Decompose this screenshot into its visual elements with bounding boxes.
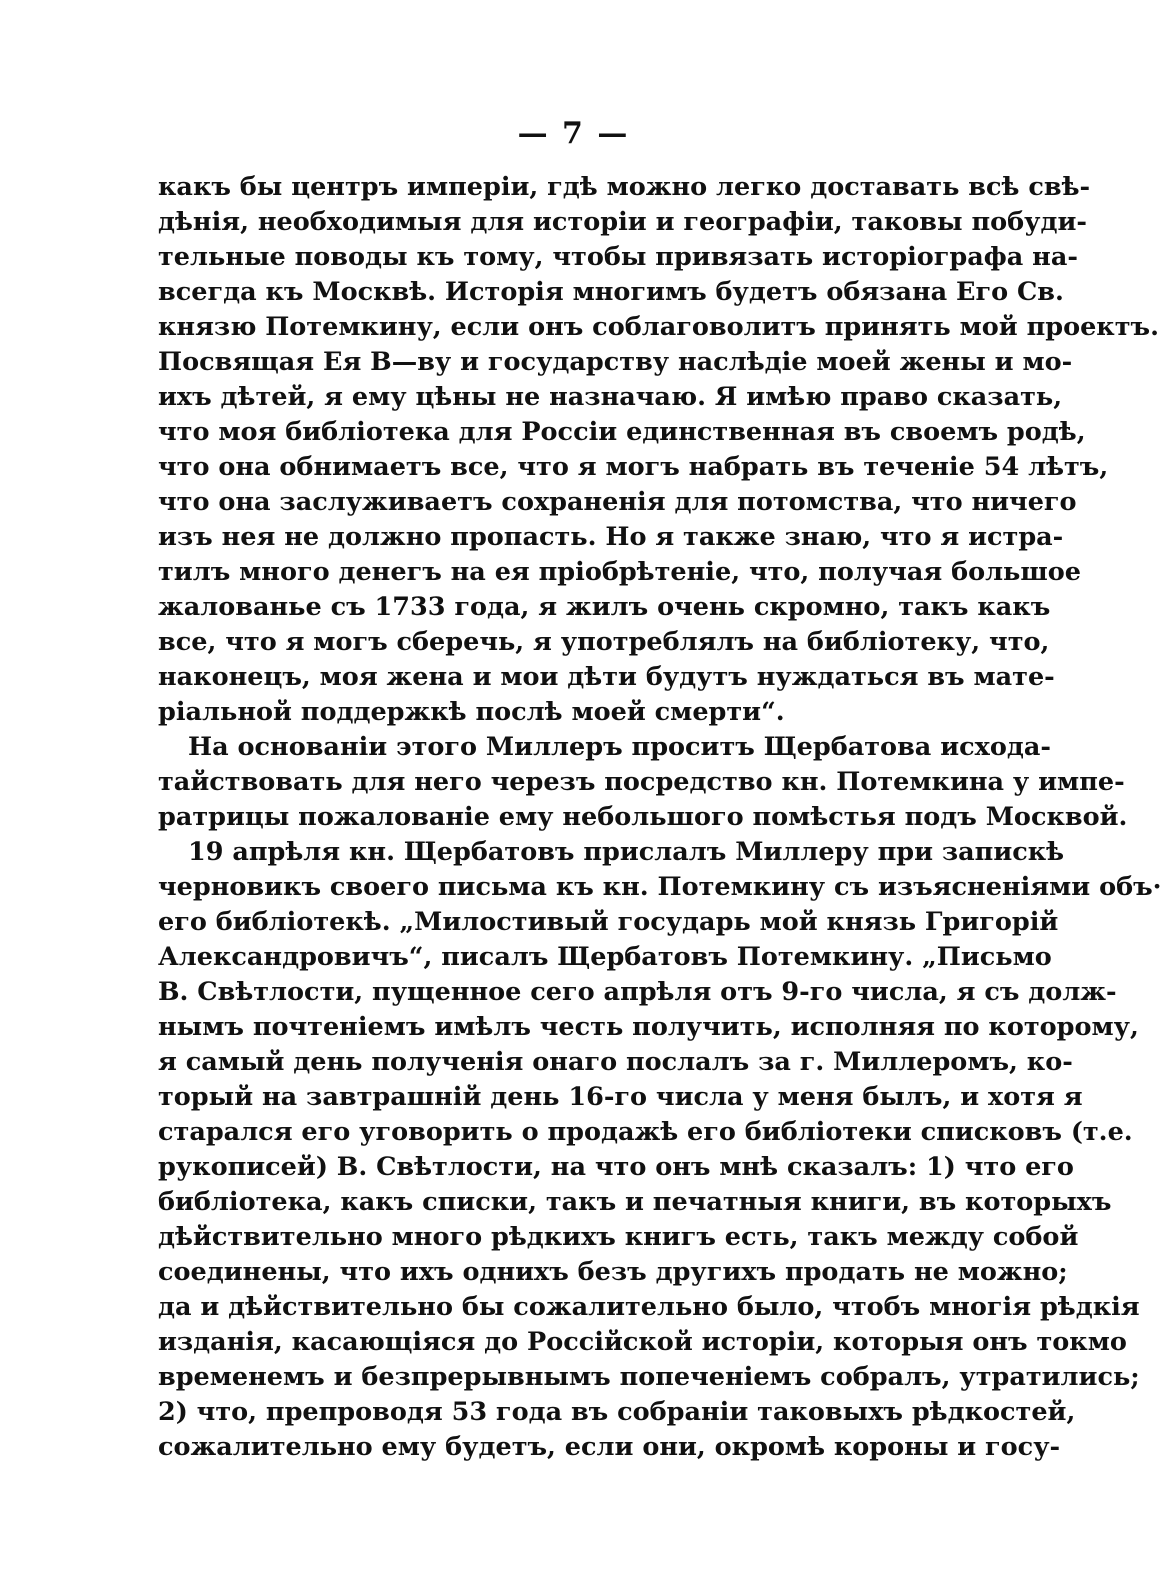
text-line: изъ нея не должно пропасть. Но я также знаю, что я истра-	[158, 522, 1064, 552]
text-line: что она заслуживаетъ сохраненія для потомства, что ничего	[158, 487, 1077, 517]
text-line: какъ бы центръ имперіи, гдѣ можно легко доставать всѣ свѣ-	[158, 172, 1091, 202]
paragraph-start-line: 19 апрѣля кн. Щербатовъ прислалъ Миллеру при запискѣ	[188, 837, 1065, 867]
text-line: что моя библіотека для Россіи единственная въ своемъ родѣ,	[158, 417, 1086, 447]
text-line: жалованье съ 1733 года, я жилъ очень скромно, такъ какъ	[158, 592, 1051, 622]
text-line: черновикъ своего письма къ кн. Потемкину съ изъясненіями объ·	[158, 872, 1162, 902]
text-line: библіотека, какъ списки, такъ и печатныя книги, въ которыхъ	[158, 1187, 1112, 1217]
text-line: тилъ много денегъ на ея пріобрѣтеніе, что, получая большое	[158, 557, 1082, 587]
text-line: тайствовать для него черезъ посредство кн. Потемкина у импе-	[158, 767, 1125, 797]
text-line: что она обнимаетъ все, что я могъ набрать въ теченіе 54 лѣтъ,	[158, 452, 1109, 482]
text-line: да и дѣйствительно бы сожалительно было, чтобъ многія рѣдкія	[158, 1292, 1140, 1322]
text-line: сожалительно ему будетъ, если они, окромѣ короны и госу-	[158, 1432, 1061, 1462]
text-line: его библіотекѣ. „Милостивый государь мой князь Григорій	[158, 907, 1059, 937]
text-line: В. Свѣтлости, пущенное сего апрѣля отъ 9-го числа, я съ долж-	[158, 977, 1117, 1007]
text-line: князю Потемкину, если онъ соблаговолитъ принять мой проектъ.	[158, 312, 1159, 342]
paragraph-start-line: На основаніи этого Миллеръ проситъ Щербатова исхода-	[188, 732, 1051, 762]
text-line: Посвящая Ея В—ву и государству наслѣдіе моей жены и мо-	[158, 347, 1073, 377]
text-line: рукописей) В. Свѣтлости, на что онъ мнѣ сказалъ: 1) что его	[158, 1152, 1074, 1182]
text-line: тельные поводы къ тому, чтобы привязать исторіографа на-	[158, 242, 1078, 272]
text-line: ихъ дѣтей, я ему цѣны не назначаю. Я имѣю право сказать,	[158, 382, 1063, 412]
paragraph-end-line: ратрицы пожалованіе ему небольшого помѣстья подъ Москвой.	[158, 802, 1128, 832]
text-line: изданія, касающіяся до Россійской исторіи, которыя онъ токмо	[158, 1327, 1127, 1357]
body-text	[158, 170, 1162, 1465]
page-number: — 7 —	[517, 116, 630, 151]
text-line: старался его уговорить о продажѣ его библіотеки списковъ (т.е.	[158, 1117, 1133, 1147]
text-line: всегда къ Москвѣ. Исторія многимъ будетъ обязана Его Св.	[158, 277, 1064, 307]
text-line: все, что я могъ сберечь, я употреблялъ на библіотеку, что,	[158, 627, 1050, 657]
text-line: Александровичъ“, писалъ Щербатовъ Потемкину. „Письмо	[158, 942, 1052, 972]
text-line: дѣнія, необходимыя для исторіи и географіи, таковы побуди-	[158, 207, 1087, 237]
text-line: временемъ и безпрерывнымъ попеченіемъ собралъ, утратились;	[158, 1362, 1140, 1392]
text-line: нымъ почтеніемъ имѣлъ честь получить, исполняя по которому,	[158, 1012, 1139, 1042]
text-line: я самый день полученія онаго послалъ за г. Миллеромъ, ко-	[158, 1047, 1073, 1077]
text-line: соединены, что ихъ однихъ безъ другихъ продать не можно;	[158, 1257, 1068, 1287]
text-line: 2) что, препроводя 53 года въ собраніи таковыхъ рѣдкостей,	[158, 1397, 1076, 1427]
text-line: наконецъ, моя жена и мои дѣти будутъ нуждаться въ мате-	[158, 662, 1055, 692]
paragraph-end-line: ріальной поддержкѣ послѣ моей смерти“.	[158, 697, 785, 727]
text-line: дѣйствительно много рѣдкихъ книгъ есть, такъ между собой	[158, 1222, 1079, 1252]
text-line: торый на завтрашній день 16-го числа у меня былъ, и хотя я	[158, 1082, 1083, 1112]
